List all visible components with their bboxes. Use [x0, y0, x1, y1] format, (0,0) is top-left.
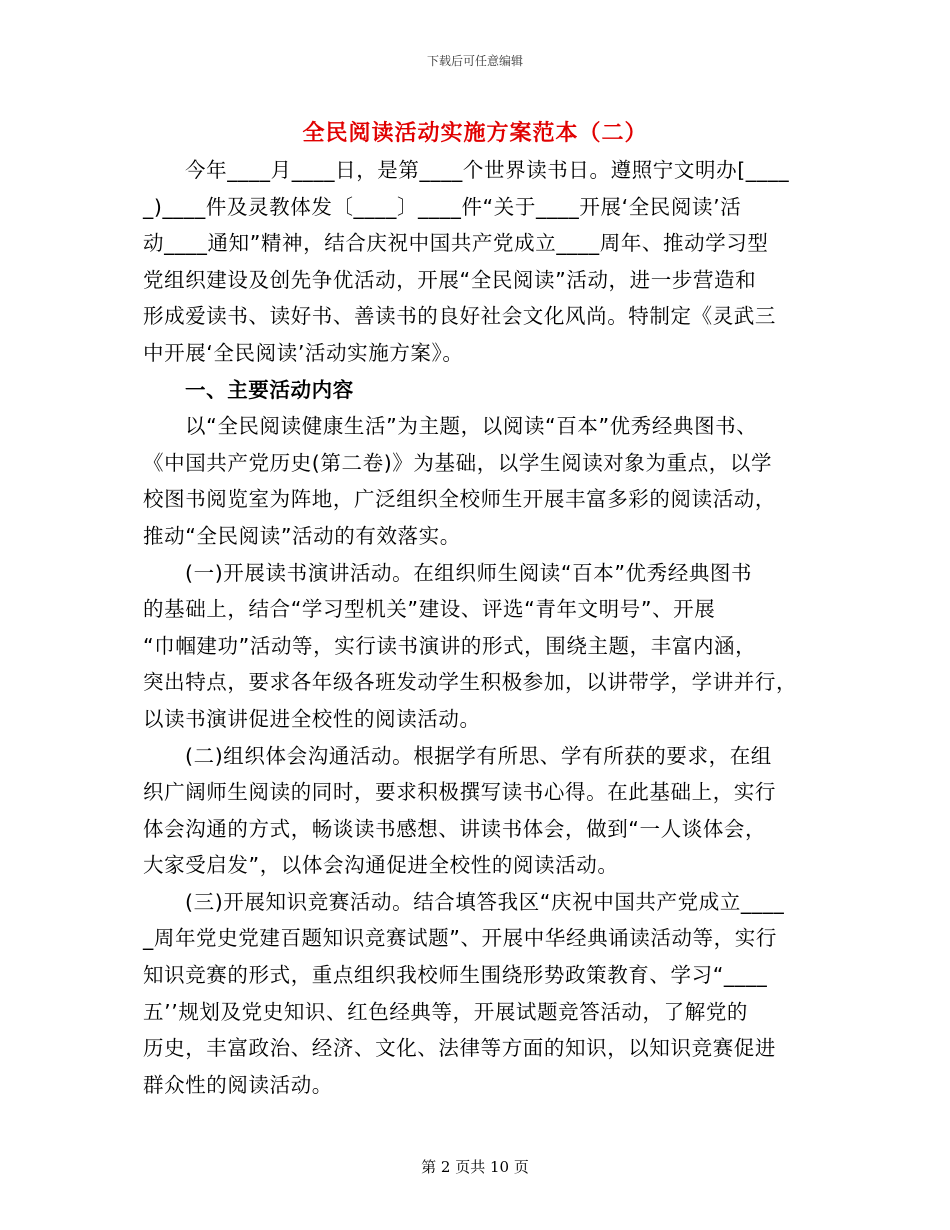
paragraph-line: (三)开展知识竞赛活动。结合填答我区“庆祝中国共产党成立____ — [185, 889, 785, 914]
paragraph-line: 的基础上，结合“学习型机关”建设、评选“青年文明号”、开展 — [143, 597, 716, 622]
header-note: 下载后可任意编辑 — [426, 54, 523, 68]
paragraph-line: 五’’规划及党史知识、红色经典等，开展试题竞答活动，了解党的 — [143, 999, 749, 1024]
paragraph-line: 形成爱读书、读好书、善读书的良好社会文化风尚。特制定《灵武三 — [143, 304, 776, 329]
paragraph-line: 群众性的阅读活动。 — [143, 1072, 333, 1097]
paragraph-line: 党组织建设及创先争优活动，开展“全民阅读”活动，进一步营造和 — [143, 267, 757, 292]
paragraph-line: _周年党史党建百题知识竞赛试题”、开展中华经典诵读活动等，实行 — [143, 926, 777, 951]
paragraph-line: 以“全民阅读健康生活”为主题，以阅读“百本”优秀经典图书、 — [185, 414, 758, 439]
paragraph-line: 推动“全民阅读”活动的有效落实。 — [143, 523, 461, 548]
paragraph-line: 《中国共产党历史(第二卷)》为基础，以学生阅读对象为重点，以学 — [143, 450, 773, 475]
paragraph-line: “巾帼建功”活动等，实行读书演讲的形式，围绕主题，丰富内涵， — [143, 633, 757, 658]
paragraph-line: 以读书演讲促进全校性的阅读活动。 — [143, 706, 481, 731]
paragraph-line: (二)组织体会沟通活动。根据学有所思、学有所获的要求，在组 — [185, 743, 772, 768]
section-heading: 一、主要活动内容 — [185, 377, 354, 402]
document-body — [143, 152, 808, 1103]
paragraph-line: 校图书阅览室为阵地，广泛组织全校师生开展丰富多彩的阅读活动， — [143, 487, 776, 512]
paragraph-line: 织广阔师生阅读的同时，要求积极撰写读书心得。在此基础上，实行 — [143, 780, 776, 805]
paragraph-line: 动____通知”精神，结合庆祝中国共产党成立____周年、推动学习型 — [143, 231, 769, 256]
paragraph-line: 体会沟通的方式，畅谈读书感想、讲读书体会，做到“一人谈体会， — [143, 816, 767, 841]
page-footer: 第 2 页共 10 页 — [421, 1158, 529, 1176]
paragraph-line: 突出特点，要求各年级各班发动学生积极参加，以讲带学，学讲并行， — [143, 670, 798, 695]
document-title: 全民阅读活动实施方案范本（二） — [302, 121, 648, 146]
paragraph-line: 历史，丰富政治、经济、文化、法律等方面的知识，以知识竞赛促进 — [143, 1036, 776, 1061]
paragraph-line: 大家受启发”，以体会沟通促进全校性的阅读活动。 — [143, 853, 619, 878]
paragraph-line: 中开展‘全民阅读’活动实施方案》。 — [143, 340, 464, 365]
paragraph-line: _)____件及灵教体发〔____〕____件“关于____开展‘全民阅读’活 — [143, 194, 742, 219]
paragraph-line: 知识竞赛的形式，重点组织我校师生围绕形势政策教育、学习“____ — [143, 963, 768, 988]
paragraph-line: 今年____月____日，是第____个世界读书日。遵照宁文明办[____ — [185, 158, 790, 182]
paragraph-line: (一)开展读书演讲活动。在组织师生阅读“百本”优秀经典图书 — [185, 560, 753, 585]
